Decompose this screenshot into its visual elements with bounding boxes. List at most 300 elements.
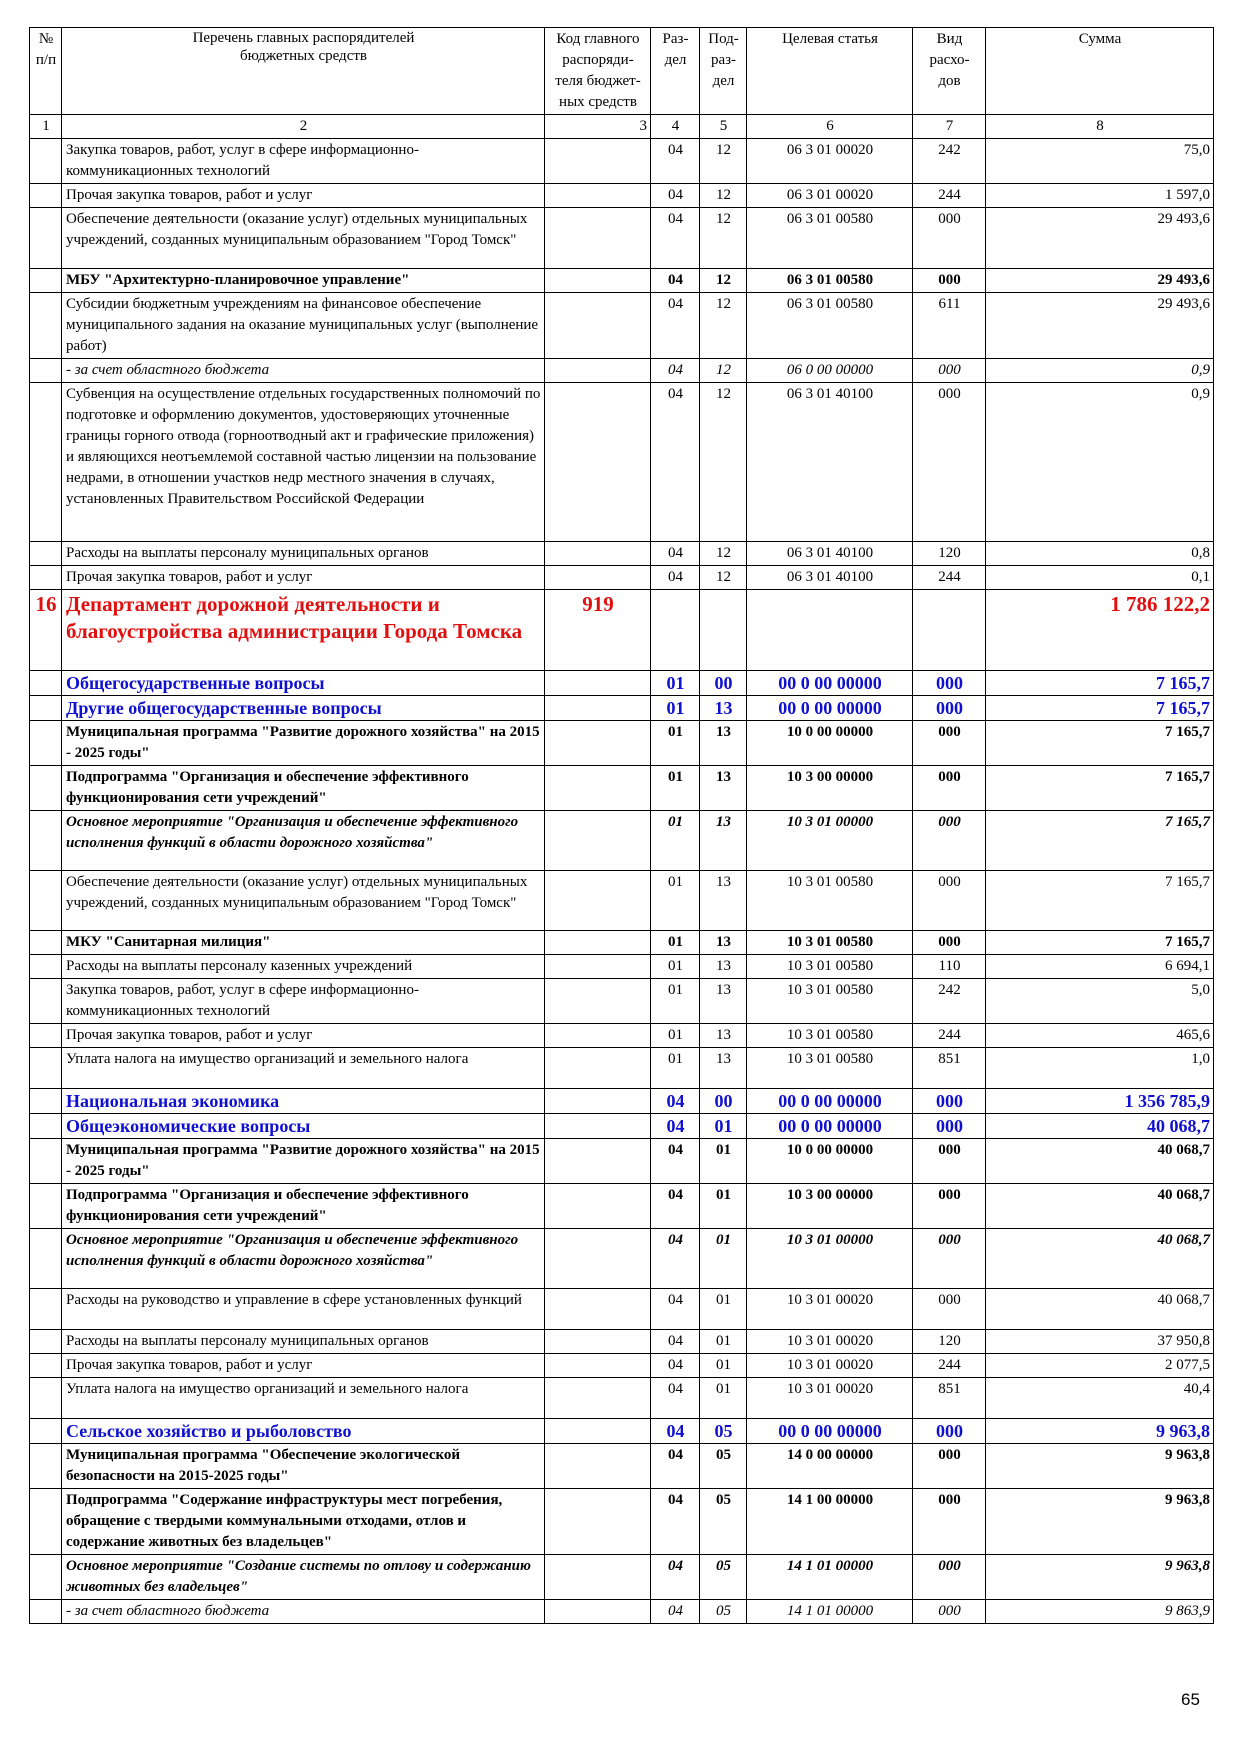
column-number: 8 xyxy=(986,115,1214,139)
cell-podrazdel: 13 xyxy=(700,696,747,721)
cell-code xyxy=(545,1330,651,1354)
cell-name: Субсидии бюджетным учреждениям на финансовое обеспечение муниципального задания на оказание муниципальных услуг (выполнение работ) xyxy=(62,293,545,359)
cell-target: 10 0 00 00000 xyxy=(747,721,913,766)
cell-target: 14 1 01 00000 xyxy=(747,1600,913,1624)
cell-sum: 9 863,9 xyxy=(986,1600,1214,1624)
cell-code xyxy=(545,542,651,566)
cell-target: 10 3 01 00580 xyxy=(747,931,913,955)
cell-name: - за счет областного бюджета xyxy=(62,1600,545,1624)
cell-vid: 000 xyxy=(913,671,986,696)
cell-code xyxy=(545,1444,651,1489)
cell-target: 10 3 01 00580 xyxy=(747,1024,913,1048)
cell-code xyxy=(545,269,651,293)
cell-razdel: 01 xyxy=(651,1048,700,1089)
cell-razdel: 01 xyxy=(651,1024,700,1048)
cell-target: 14 1 01 00000 xyxy=(747,1555,913,1600)
cell-name: Другие общегосударственные вопросы xyxy=(62,696,545,721)
cell-razdel: 04 xyxy=(651,293,700,359)
cell-code xyxy=(545,955,651,979)
cell-vid xyxy=(913,590,986,671)
cell-code xyxy=(545,871,651,931)
cell-name: Основное мероприятие "Организация и обеспечение эффективного исполнения функций в области дорожного хозяйства" xyxy=(62,811,545,871)
cell-target: 00 0 00 00000 xyxy=(747,1114,913,1139)
table-row xyxy=(30,184,1214,208)
cell-number xyxy=(30,811,62,871)
cell-number xyxy=(30,1330,62,1354)
cell-name: Общегосударственные вопросы xyxy=(62,671,545,696)
budget-sheet xyxy=(29,27,1213,1624)
table-row xyxy=(30,766,1214,811)
cell-number xyxy=(30,1378,62,1419)
cell-podrazdel: 01 xyxy=(700,1378,747,1419)
cell-name: Подпрограмма "Организация и обеспечение эффективного функционирования сети учреждений" xyxy=(62,1184,545,1229)
header-col-no: № п/п xyxy=(30,28,62,115)
table-row xyxy=(30,1419,1214,1444)
cell-sum: 0,9 xyxy=(986,383,1214,542)
cell-sum: 0,1 xyxy=(986,566,1214,590)
cell-sum: 7 165,7 xyxy=(986,671,1214,696)
cell-code xyxy=(545,979,651,1024)
cell-code xyxy=(545,1489,651,1555)
cell-name: Субвенция на осуществление отдельных государственных полномочий по подготовке и оформлению документов, удостоверяющих уточненные границы горного отвода (горноотводный акт и графические приложения) и являющихся неотъемлемой составной частью лицензии на пользование недрами, в отношении участков недр местного значения в случаях, установленных Правительством Российской Федерации xyxy=(62,383,545,542)
cell-name: Обеспечение деятельности (оказание услуг) отдельных муниципальных учреждений, созданных муниципальным образованием "Город Томск" xyxy=(62,208,545,269)
table-row xyxy=(30,1354,1214,1378)
cell-number xyxy=(30,1419,62,1444)
table-row xyxy=(30,1024,1214,1048)
cell-podrazdel: 05 xyxy=(700,1489,747,1555)
cell-razdel: 01 xyxy=(651,696,700,721)
cell-vid: 000 xyxy=(913,1444,986,1489)
cell-target: 10 3 01 00020 xyxy=(747,1354,913,1378)
cell-name: Расходы на выплаты персоналу казенных учреждений xyxy=(62,955,545,979)
cell-number xyxy=(30,1600,62,1624)
cell-podrazdel: 01 xyxy=(700,1184,747,1229)
cell-razdel: 01 xyxy=(651,931,700,955)
cell-sum: 40 068,7 xyxy=(986,1114,1214,1139)
cell-code xyxy=(545,1184,651,1229)
cell-code xyxy=(545,1354,651,1378)
cell-target: 10 3 01 00580 xyxy=(747,955,913,979)
cell-name: Подпрограмма "Организация и обеспечение эффективного функционирования сети учреждений" xyxy=(62,766,545,811)
column-number: 5 xyxy=(700,115,747,139)
cell-podrazdel: 05 xyxy=(700,1600,747,1624)
cell-target: 10 0 00 00000 xyxy=(747,1139,913,1184)
cell-sum: 7 165,7 xyxy=(986,811,1214,871)
cell-sum: 37 950,8 xyxy=(986,1330,1214,1354)
cell-name: - за счет областного бюджета xyxy=(62,359,545,383)
cell-target: 14 0 00 00000 xyxy=(747,1444,913,1489)
cell-number xyxy=(30,1024,62,1048)
cell-code xyxy=(545,1555,651,1600)
table-row xyxy=(30,979,1214,1024)
cell-vid: 000 xyxy=(913,1184,986,1229)
cell-target: 10 3 01 00580 xyxy=(747,979,913,1024)
cell-code xyxy=(545,208,651,269)
header-col-vid: Вид расхо- дов xyxy=(913,28,986,115)
column-number: 4 xyxy=(651,115,700,139)
cell-podrazdel: 13 xyxy=(700,871,747,931)
cell-vid: 000 xyxy=(913,1600,986,1624)
cell-name: Основное мероприятие "Организация и обеспечение эффективного исполнения функций в области дорожного хозяйства" xyxy=(62,1229,545,1289)
cell-vid: 000 xyxy=(913,269,986,293)
cell-code xyxy=(545,1114,651,1139)
cell-sum: 75,0 xyxy=(986,139,1214,184)
cell-number xyxy=(30,1048,62,1089)
cell-razdel: 04 xyxy=(651,359,700,383)
cell-razdel: 01 xyxy=(651,766,700,811)
cell-target: 06 3 01 40100 xyxy=(747,542,913,566)
cell-target: 06 0 00 00000 xyxy=(747,359,913,383)
cell-razdel: 01 xyxy=(651,721,700,766)
cell-vid: 611 xyxy=(913,293,986,359)
cell-razdel: 04 xyxy=(651,1354,700,1378)
page-number: 65 xyxy=(1181,1690,1200,1709)
table-row xyxy=(30,566,1214,590)
cell-target: 10 3 01 00000 xyxy=(747,811,913,871)
cell-code xyxy=(545,1089,651,1114)
cell-podrazdel: 13 xyxy=(700,721,747,766)
cell-vid: 000 xyxy=(913,696,986,721)
cell-sum: 7 165,7 xyxy=(986,721,1214,766)
cell-target xyxy=(747,590,913,671)
cell-sum: 29 493,6 xyxy=(986,208,1214,269)
cell-vid: 851 xyxy=(913,1378,986,1419)
cell-target: 10 3 01 00020 xyxy=(747,1378,913,1419)
budget-table xyxy=(29,27,1214,1624)
cell-podrazdel: 01 xyxy=(700,1139,747,1184)
cell-number xyxy=(30,1354,62,1378)
cell-podrazdel: 12 xyxy=(700,139,747,184)
cell-sum: 0,9 xyxy=(986,359,1214,383)
column-number: 1 xyxy=(30,115,62,139)
cell-razdel: 04 xyxy=(651,1444,700,1489)
cell-sum: 7 165,7 xyxy=(986,931,1214,955)
table-row xyxy=(30,1048,1214,1089)
cell-target: 06 3 01 00580 xyxy=(747,208,913,269)
cell-vid: 851 xyxy=(913,1048,986,1089)
cell-podrazdel: 01 xyxy=(700,1289,747,1330)
cell-number xyxy=(30,1489,62,1555)
cell-name: Расходы на выплаты персоналу муниципальных органов xyxy=(62,1330,545,1354)
cell-target: 06 3 01 00580 xyxy=(747,293,913,359)
cell-number xyxy=(30,721,62,766)
cell-target: 00 0 00 00000 xyxy=(747,696,913,721)
cell-code xyxy=(545,566,651,590)
cell-name: Департамент дорожной деятельности и благоустройства администрации Города Томска xyxy=(62,590,545,671)
table-row xyxy=(30,811,1214,871)
cell-target: 06 3 01 00580 xyxy=(747,269,913,293)
cell-name: Муниципальная программа "Развитие дорожного хозяйства" на 2015 - 2025 годы" xyxy=(62,721,545,766)
cell-podrazdel: 12 xyxy=(700,383,747,542)
cell-target: 06 3 01 00020 xyxy=(747,184,913,208)
cell-podrazdel: 05 xyxy=(700,1419,747,1444)
cell-sum: 40 068,7 xyxy=(986,1229,1214,1289)
cell-vid: 000 xyxy=(913,383,986,542)
cell-number xyxy=(30,542,62,566)
cell-razdel: 04 xyxy=(651,1330,700,1354)
cell-code xyxy=(545,931,651,955)
cell-target: 06 3 01 00020 xyxy=(747,139,913,184)
cell-sum: 9 963,8 xyxy=(986,1444,1214,1489)
cell-podrazdel: 01 xyxy=(700,1354,747,1378)
column-number: 7 xyxy=(913,115,986,139)
cell-target: 10 3 01 00580 xyxy=(747,1048,913,1089)
cell-razdel: 04 xyxy=(651,1600,700,1624)
table-row xyxy=(30,1555,1214,1600)
cell-razdel: 01 xyxy=(651,811,700,871)
cell-code xyxy=(545,1378,651,1419)
table-row xyxy=(30,1330,1214,1354)
cell-podrazdel: 05 xyxy=(700,1444,747,1489)
cell-number xyxy=(30,293,62,359)
cell-razdel: 04 xyxy=(651,208,700,269)
cell-target: 00 0 00 00000 xyxy=(747,671,913,696)
cell-sum: 5,0 xyxy=(986,979,1214,1024)
cell-number xyxy=(30,1139,62,1184)
cell-podrazdel: 00 xyxy=(700,1089,747,1114)
header-col-sum: Сумма xyxy=(986,28,1214,115)
cell-code xyxy=(545,1048,651,1089)
cell-code xyxy=(545,811,651,871)
cell-sum: 2 077,5 xyxy=(986,1354,1214,1378)
table-row xyxy=(30,359,1214,383)
cell-number xyxy=(30,871,62,931)
cell-podrazdel: 01 xyxy=(700,1330,747,1354)
cell-name: Национальная экономика xyxy=(62,1089,545,1114)
table-row xyxy=(30,1229,1214,1289)
cell-sum: 6 694,1 xyxy=(986,955,1214,979)
cell-vid: 120 xyxy=(913,542,986,566)
cell-vid: 000 xyxy=(913,871,986,931)
cell-target: 10 3 01 00020 xyxy=(747,1289,913,1330)
cell-name: Закупка товаров, работ, услуг в сфере информационно-коммуникационных технологий xyxy=(62,979,545,1024)
cell-sum: 40 068,7 xyxy=(986,1139,1214,1184)
cell-name: Расходы на руководство и управление в сфере установленных функций xyxy=(62,1289,545,1330)
table-row xyxy=(30,1600,1214,1624)
table-row xyxy=(30,1489,1214,1555)
header-col-razdel: Раз- дел xyxy=(651,28,700,115)
cell-name: Обеспечение деятельности (оказание услуг) отдельных муниципальных учреждений, созданных муниципальным образованием "Город Томск" xyxy=(62,871,545,931)
cell-number xyxy=(30,139,62,184)
cell-code xyxy=(545,766,651,811)
cell-vid: 242 xyxy=(913,139,986,184)
cell-number xyxy=(30,566,62,590)
cell-podrazdel: 13 xyxy=(700,766,747,811)
cell-razdel: 04 xyxy=(651,1139,700,1184)
cell-razdel: 04 xyxy=(651,184,700,208)
cell-target: 06 3 01 40100 xyxy=(747,383,913,542)
cell-razdel xyxy=(651,590,700,671)
cell-vid: 000 xyxy=(913,1289,986,1330)
cell-sum: 40 068,7 xyxy=(986,1289,1214,1330)
cell-name: Прочая закупка товаров, работ и услуг xyxy=(62,1354,545,1378)
cell-code: 919 xyxy=(545,590,651,671)
cell-vid: 000 xyxy=(913,931,986,955)
cell-code xyxy=(545,1229,651,1289)
cell-razdel: 04 xyxy=(651,542,700,566)
cell-number xyxy=(30,1184,62,1229)
cell-number xyxy=(30,383,62,542)
header-col-code: Код главного распоряди- теля бюджет- ных средств xyxy=(545,28,651,115)
cell-name: Муниципальная программа "Обеспечение экологической безопасности на 2015-2025 годы" xyxy=(62,1444,545,1489)
cell-razdel: 04 xyxy=(651,1378,700,1419)
cell-target: 10 3 01 00020 xyxy=(747,1330,913,1354)
cell-name: Уплата налога на имущество организаций и земельного налога xyxy=(62,1378,545,1419)
cell-name: Закупка товаров, работ, услуг в сфере информационно-коммуникационных технологий xyxy=(62,139,545,184)
cell-sum: 1,0 xyxy=(986,1048,1214,1089)
cell-code xyxy=(545,696,651,721)
cell-vid: 000 xyxy=(913,1555,986,1600)
cell-razdel: 04 xyxy=(651,1555,700,1600)
cell-name: Основное мероприятие "Создание системы по отлову и содержанию животных без владельцев" xyxy=(62,1555,545,1600)
table-row xyxy=(30,1289,1214,1330)
table-row xyxy=(30,139,1214,184)
cell-code xyxy=(545,139,651,184)
cell-target: 00 0 00 00000 xyxy=(747,1419,913,1444)
table-row xyxy=(30,696,1214,721)
cell-podrazdel: 05 xyxy=(700,1555,747,1600)
cell-vid: 242 xyxy=(913,979,986,1024)
cell-podrazdel: 00 xyxy=(700,671,747,696)
cell-name: Подпрограмма "Содержание инфраструктуры мест погребения, обращение с твердыми коммунальными отходами, отлов и содержание животных без владельцев" xyxy=(62,1489,545,1555)
cell-target: 06 3 01 40100 xyxy=(747,566,913,590)
cell-podrazdel: 12 xyxy=(700,293,747,359)
cell-target: 10 3 01 00000 xyxy=(747,1229,913,1289)
cell-number xyxy=(30,359,62,383)
cell-name: МБУ "Архитектурно-планировочное управление" xyxy=(62,269,545,293)
cell-vid: 000 xyxy=(913,1419,986,1444)
table-row xyxy=(30,269,1214,293)
cell-vid: 000 xyxy=(913,1489,986,1555)
cell-name: Прочая закупка товаров, работ и услуг xyxy=(62,1024,545,1048)
cell-podrazdel: 13 xyxy=(700,811,747,871)
cell-podrazdel: 13 xyxy=(700,931,747,955)
cell-sum: 40 068,7 xyxy=(986,1184,1214,1229)
cell-number xyxy=(30,184,62,208)
cell-podrazdel: 13 xyxy=(700,979,747,1024)
cell-vid: 000 xyxy=(913,1229,986,1289)
table-row xyxy=(30,590,1214,671)
cell-target: 00 0 00 00000 xyxy=(747,1089,913,1114)
column-number: 2 xyxy=(62,115,545,139)
cell-razdel: 04 xyxy=(651,1419,700,1444)
cell-number xyxy=(30,696,62,721)
cell-number xyxy=(30,1555,62,1600)
cell-vid: 110 xyxy=(913,955,986,979)
cell-podrazdel: 01 xyxy=(700,1229,747,1289)
cell-vid: 244 xyxy=(913,566,986,590)
cell-number xyxy=(30,208,62,269)
cell-number xyxy=(30,766,62,811)
cell-podrazdel: 12 xyxy=(700,542,747,566)
table-row xyxy=(30,542,1214,566)
cell-target: 10 3 00 00000 xyxy=(747,1184,913,1229)
cell-number xyxy=(30,1114,62,1139)
cell-sum: 9 963,8 xyxy=(986,1555,1214,1600)
table-row xyxy=(30,1184,1214,1229)
table-row xyxy=(30,383,1214,542)
table-row xyxy=(30,1089,1214,1114)
cell-code xyxy=(545,1289,651,1330)
cell-code xyxy=(545,1600,651,1624)
cell-number xyxy=(30,979,62,1024)
cell-sum: 40,4 xyxy=(986,1378,1214,1419)
cell-number xyxy=(30,1444,62,1489)
cell-number xyxy=(30,269,62,293)
column-number: 3 xyxy=(545,115,651,139)
cell-podrazdel: 12 xyxy=(700,269,747,293)
cell-target: 10 3 00 00000 xyxy=(747,766,913,811)
table-row xyxy=(30,1444,1214,1489)
cell-name: Сельское хозяйство и рыболовство xyxy=(62,1419,545,1444)
cell-code xyxy=(545,359,651,383)
cell-code xyxy=(545,383,651,542)
cell-number xyxy=(30,955,62,979)
cell-code xyxy=(545,1419,651,1444)
cell-sum: 1 786 122,2 xyxy=(986,590,1214,671)
cell-sum: 1 356 785,9 xyxy=(986,1089,1214,1114)
cell-razdel: 04 xyxy=(651,1184,700,1229)
table-row xyxy=(30,671,1214,696)
cell-podrazdel: 13 xyxy=(700,1024,747,1048)
cell-code xyxy=(545,1024,651,1048)
column-number: 6 xyxy=(747,115,913,139)
cell-number xyxy=(30,1289,62,1330)
cell-code xyxy=(545,671,651,696)
cell-podrazdel xyxy=(700,590,747,671)
cell-podrazdel: 12 xyxy=(700,359,747,383)
cell-code xyxy=(545,721,651,766)
header-col-podrazdel: Под- раз- дел xyxy=(700,28,747,115)
table-row xyxy=(30,931,1214,955)
cell-vid: 000 xyxy=(913,208,986,269)
cell-sum: 9 963,8 xyxy=(986,1419,1214,1444)
cell-podrazdel: 13 xyxy=(700,955,747,979)
cell-number xyxy=(30,1089,62,1114)
cell-vid: 000 xyxy=(913,811,986,871)
table-row xyxy=(30,208,1214,269)
cell-podrazdel: 12 xyxy=(700,208,747,269)
cell-vid: 000 xyxy=(913,1139,986,1184)
cell-vid: 244 xyxy=(913,1024,986,1048)
cell-name: Уплата налога на имущество организаций и земельного налога xyxy=(62,1048,545,1089)
cell-sum: 29 493,6 xyxy=(986,293,1214,359)
table-row xyxy=(30,1114,1214,1139)
table-header-row xyxy=(30,28,1214,115)
cell-razdel: 04 xyxy=(651,566,700,590)
cell-number xyxy=(30,931,62,955)
cell-sum: 9 963,8 xyxy=(986,1489,1214,1555)
cell-podrazdel: 13 xyxy=(700,1048,747,1089)
cell-razdel: 04 xyxy=(651,1489,700,1555)
cell-razdel: 04 xyxy=(651,1089,700,1114)
cell-target: 10 3 01 00580 xyxy=(747,871,913,931)
table-row xyxy=(30,721,1214,766)
cell-target: 14 1 00 00000 xyxy=(747,1489,913,1555)
cell-vid: 000 xyxy=(913,1089,986,1114)
table-row xyxy=(30,1139,1214,1184)
cell-razdel: 01 xyxy=(651,979,700,1024)
cell-podrazdel: 01 xyxy=(700,1114,747,1139)
cell-number: 16 xyxy=(30,590,62,671)
cell-sum: 1 597,0 xyxy=(986,184,1214,208)
cell-code xyxy=(545,293,651,359)
cell-name: Общеэкономические вопросы xyxy=(62,1114,545,1139)
cell-razdel: 04 xyxy=(651,1289,700,1330)
cell-code xyxy=(545,184,651,208)
cell-razdel: 01 xyxy=(651,955,700,979)
cell-number xyxy=(30,1229,62,1289)
